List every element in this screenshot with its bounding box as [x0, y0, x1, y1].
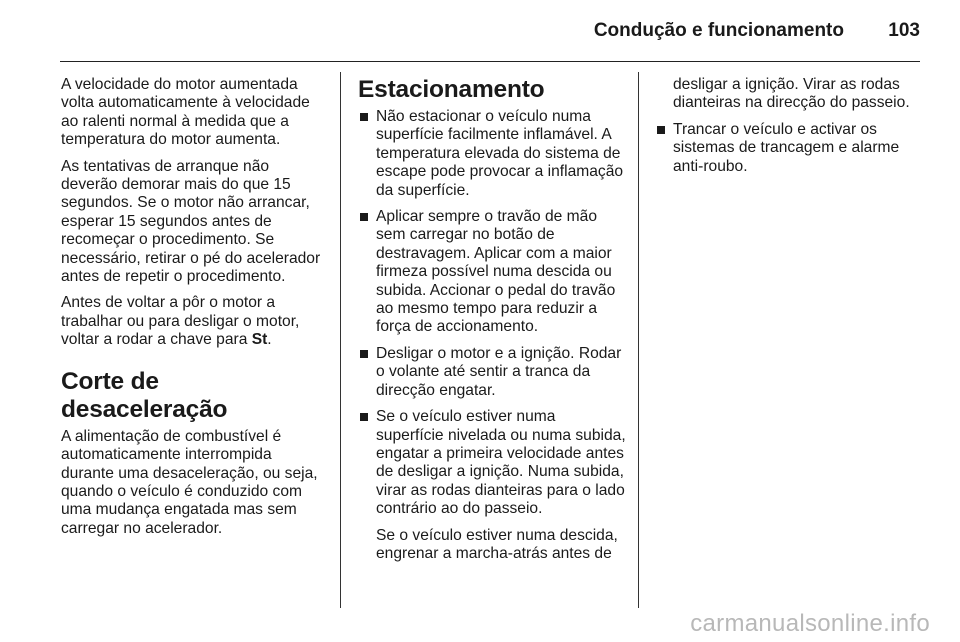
bullet-icon: [657, 126, 665, 134]
heading-parking: Estacionamento: [358, 76, 545, 103]
list-item-text: Desligar o motor e a ignição. Rodar o volante até sentir a tranca da direcção engatar.: [376, 344, 622, 399]
bullet-icon: [360, 413, 368, 421]
bullet-icon: [360, 113, 368, 121]
list-item: [358, 345, 626, 400]
list-item-text: Se o veículo estiver numa superfície nivelada ou numa subida, engatar a primeira velocidade antes de desligar a ignição. Numa subida, virar as rodas dianteiras para o lado contrário ao do passeio.: [376, 408, 626, 518]
column-3: [655, 76, 925, 184]
parking-list: [358, 108, 626, 519]
page-number: 103: [888, 20, 920, 41]
list-item-text: Trancar o veículo e activar os sistemas de trancagem e alarme anti-roubo.: [673, 120, 900, 175]
list-item: [358, 408, 626, 518]
paragraph-fuel-cutoff: A alimentação de combustível é automaticamente interrompida durante uma desaceleração, ou seja, quando o veículo é conduzido com uma mudança engatada mas sem carregar no acelerador.: [61, 427, 318, 537]
paragraph-restart-text: Antes de voltar a pôr o motor a trabalhar ou para desligar o motor, voltar a rodar a chave para: [61, 294, 300, 349]
list-item: [655, 121, 925, 176]
list-item-text: Aplicar sempre o travão de mão sem carregar no botão de destravagem. Aplicar com a maior firmeza possível numa descida ou subida. Accionar o pedal do travão ao mesmo tempo para reduzir a força de accionamento.: [376, 208, 616, 336]
key-position-st: St: [251, 331, 268, 349]
bullet-icon: [360, 350, 368, 358]
paragraph-restart: [61, 294, 327, 349]
paragraph-restart-end: .: [267, 331, 272, 349]
chapter-title: Condução e funcionamento: [593, 20, 844, 41]
list-sub-paragraph: Se o veículo estiver numa descida, engrenar a marcha-atrás antes de: [376, 526, 618, 562]
header-divider: [60, 61, 920, 62]
column-divider-1: [340, 72, 341, 608]
paragraph-idle-speed: A velocidade do motor aumentada volta automaticamente à velocidade ao ralenti normal à medida que a temperatura do motor aumenta.: [61, 76, 310, 149]
list-item: [358, 208, 626, 337]
bullet-icon: [360, 213, 368, 221]
parking-list-continued: [655, 121, 925, 176]
heading-fuel-cutoff: Corte de desaceleração: [61, 367, 228, 423]
list-item: [358, 108, 626, 200]
page-header: [0, 0, 960, 62]
paragraph-start-attempts: As tentativas de arranque não deverão demorar mais do que 15 segundos. Se o motor não arrancar, esperar 15 segundos antes de recomeçar o procedimento. Se necessário, retirar o pé do acelerador antes de repetir o procedimento.: [61, 157, 321, 286]
list-item-text: Não estacionar o veículo numa superfície facilmente inflamável. A temperatura elevada do sistema de escape pode provocar a inflamação da superfície.: [376, 108, 624, 199]
column-1: [61, 76, 327, 546]
column-divider-2: [638, 72, 639, 608]
list-continuation: desligar a ignição. Virar as rodas dianteiras na direcção do passeio.: [673, 76, 910, 112]
column-2: [358, 76, 626, 571]
watermark: carmanualsonline.info: [690, 610, 930, 637]
